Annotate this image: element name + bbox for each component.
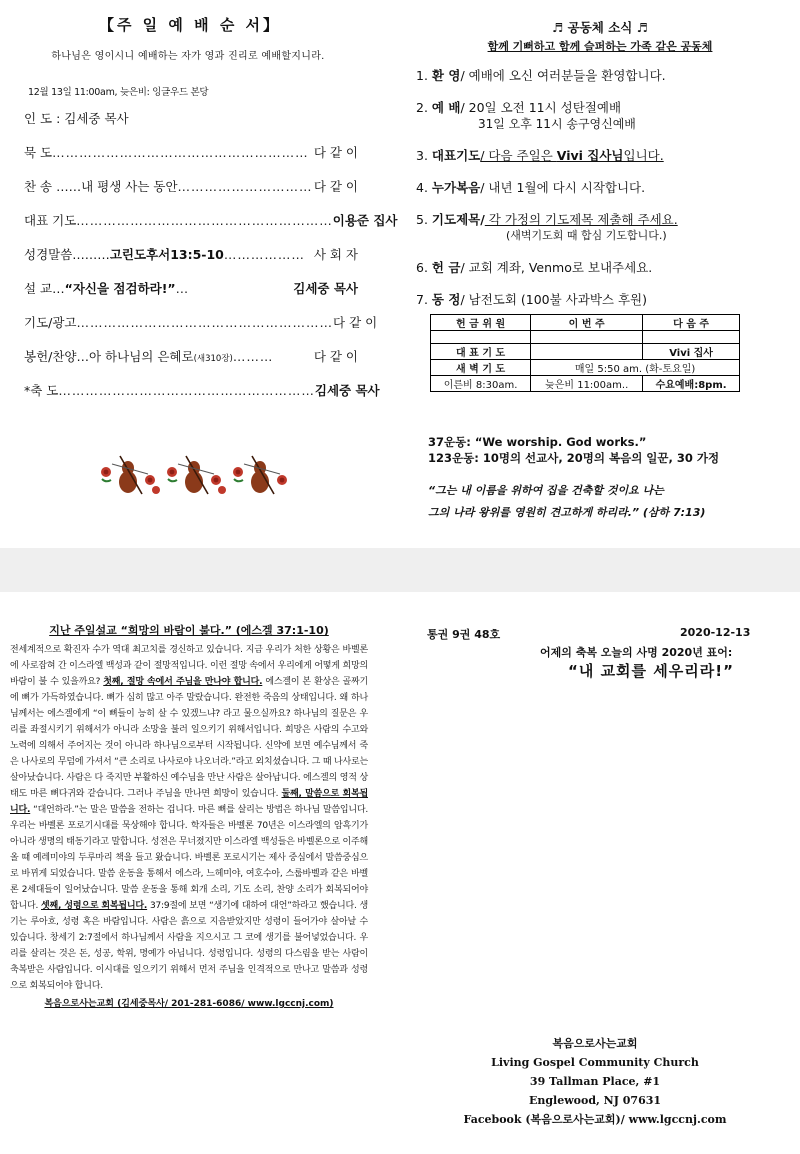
news-item-number: 6. bbox=[416, 260, 428, 275]
order-label: 인 도 : 김세중 목사 bbox=[24, 111, 129, 126]
church-address-line1: 39 Tallman Place, #1 bbox=[529, 1075, 661, 1088]
order-performer: 사 회 자 bbox=[313, 247, 358, 262]
news-item bbox=[416, 180, 790, 196]
order-row-hymn bbox=[18, 170, 358, 204]
order-row-silent-prayer bbox=[18, 136, 358, 170]
sermon-point: 셋째, 성령으로 회복됩니다. bbox=[41, 901, 148, 911]
volume-number: 통권 9권 48호 bbox=[427, 628, 501, 641]
dot-leader: ………………………………………………… bbox=[76, 213, 333, 228]
church-name-english: Living Gospel Community Church bbox=[491, 1056, 699, 1069]
news-item-text: / 20일 오전 11시 성탄절예배 bbox=[460, 100, 622, 115]
sermon-text: 전세계적으로 확진자 수가 역대 최고치를 경신하고 있습니다. 지금 우리가 처한 상황은 바벨론에 사로잡혀 간 이스라엘 백성과 같이 절망적입니다. 이런 절망 속에서 우리에게 어떻게 희망의 바람이 불 수 있을까요? bbox=[10, 645, 368, 687]
order-label: 설 교… bbox=[24, 281, 65, 296]
quote-line: 그의 나라 왕위를 영원히 견고하게 하리라.” (삼하 7:13) bbox=[428, 506, 706, 519]
bulletin-date: 2020-12-13 bbox=[680, 626, 751, 639]
news-item-key: 헌 금 bbox=[431, 260, 461, 275]
duty-cell bbox=[531, 344, 643, 360]
news-item-number: 2. bbox=[416, 100, 428, 115]
order-row-leader bbox=[18, 102, 358, 136]
news-title: ♬ 공동체 소식 ♬ bbox=[552, 20, 648, 35]
duty-row bbox=[431, 360, 740, 376]
news-item-subline: 31일 오후 11시 송구영신예배 bbox=[478, 117, 636, 131]
sermon-footer: 복음으로사는교회 (김세중목사/ 201-281-6086/ www.lgccnj.com) bbox=[44, 999, 334, 1009]
dot-leader: ………………………………………………… bbox=[58, 383, 315, 398]
news-item-number: 4. bbox=[416, 180, 428, 195]
news-item-number: 5. bbox=[416, 212, 428, 227]
order-performer: 김세중 목사 bbox=[293, 281, 358, 296]
violin-roses-decoration bbox=[98, 452, 298, 498]
news-item-text: / 다음 주일은 bbox=[480, 148, 557, 163]
duty-cell: 매일 5:50 am. (화-토요일) bbox=[531, 360, 740, 376]
order-performer: 김세중 목사 bbox=[314, 383, 380, 398]
order-row-scripture bbox=[18, 238, 358, 272]
sermon-summary bbox=[10, 622, 368, 1009]
worship-order bbox=[18, 14, 398, 408]
news-item-number: 7. bbox=[416, 292, 428, 307]
church-address-line2: Englewood, NJ 07631 bbox=[528, 1094, 662, 1107]
bulletin-inner-page bbox=[0, 0, 800, 548]
duty-cell bbox=[643, 331, 740, 344]
sermon-text: 37:9절에 보면 “생기에 대하여 대언”하라고 했습니다. 생기는 루아흐, 성령 혹은 바람입니다. 사람은 흙으로 지음받았지만 성령이 들어가야 살아날 수 있습니다. 창세기 2:7절에서 하나님께서 사람을 지으시고 그 코에 생기를 불어넣었습니다. 우리를 살리는 것은 돈, 성공, 학위, 명예가 아닙니다. 성령입니다. 성령의 다스림을 받는 사람이 축복받은 사람입니다. 이시대를 일으키기 위해서 먼저 주님을 인격적으로 만나고 말씀과 성령으로 회복되어야 합니다. bbox=[10, 901, 368, 991]
violin-rose-icon bbox=[101, 456, 160, 494]
news-item-key: 동 정 bbox=[431, 292, 461, 307]
church-facebook-link[interactable]: Facebook (복음으로사는교회)/ www.lgccnj.com bbox=[463, 1113, 727, 1126]
violin-rose-icon bbox=[167, 456, 226, 494]
news-item-text-end: 입니다. bbox=[623, 148, 664, 163]
motto-intro: 어제의 축복 오늘의 사명 2020년 표어: bbox=[540, 646, 733, 659]
sermon-point: 첫째, 절망 속에서 주님을 만나야 합니다. bbox=[103, 677, 263, 687]
hymn-number: (새310장) bbox=[193, 354, 233, 364]
year-motto: “내 교회를 세우리라!” bbox=[568, 662, 734, 680]
dot-leader: ………………………………………………… bbox=[52, 145, 309, 160]
duty-cell: 이른비 8:30am. bbox=[431, 376, 531, 392]
news-item bbox=[416, 68, 790, 84]
sermon-text: “대언하라.”는 말은 말씀을 전하는 겁니다. 마른 뼈를 살리는 방법은 하나님 말씀입니다. 우리는 바벨론 포로기시대를 묵상해야 합니다. 학자들은 바벨론 70년은 이스라엘의 암흑기가 아니라 생명의 태동기라고 말합니다. 성전은 무너졌지만 이스라엘 백성들은 바벨론으로 이주해 올 때 예레미야의 두루마리 책을 들고 왔습니다. 바벨론 포로시기는 제사 중심에서 말씀중심으로 바뀌게 되었습니다. 말씀 운동을 통해서 에스라, 느헤미야, 여호수아, 스룹바벨과 같은 바벨론 2세대들이 일어났습니다. 말씀 운동을 통해 회개 소리, 기도 소리, 찬양 소리가 회복되어야 합니다. bbox=[10, 805, 368, 911]
duty-header-row bbox=[431, 315, 740, 331]
dot-leader: ………………………………………………… bbox=[76, 315, 334, 330]
sermon-point: 둘째, 말씀으로 회복됩니다. bbox=[10, 789, 368, 815]
news-item-text: / 남전도회 (100불 사과박스 후원) bbox=[460, 292, 647, 307]
duty-cell: 늦은비 11:00am.. bbox=[531, 376, 643, 392]
dot-leader: … bbox=[175, 281, 190, 296]
worship-order-title: 【주 일 예 배 순 서】 bbox=[98, 16, 282, 34]
scripture-quote bbox=[428, 480, 788, 524]
duty-cell: 대 표 기 도 bbox=[431, 344, 531, 360]
order-performer: 이용준 집사 bbox=[332, 213, 398, 228]
order-label: 기도/광고 bbox=[24, 315, 77, 330]
news-item-key: 기도제목/ bbox=[431, 212, 485, 227]
movement-37: 37운동: “We worship. God works.” bbox=[428, 435, 647, 449]
duty-header-cell: 헌 금 위 원 bbox=[431, 315, 531, 331]
movement-123: 123운동: 10명의 선교사, 20명의 복음의 일꾼, 30 가정 bbox=[428, 451, 720, 465]
news-item-subline: (새벽기도회 때 합심 기도합니다.) bbox=[506, 229, 667, 242]
news-item-key: 누가복음 bbox=[431, 180, 481, 195]
news-item-text: / 교회 계좌, Venmo로 보내주세요. bbox=[460, 260, 653, 275]
order-label: 찬 송 ……내 평생 사는 동안 bbox=[24, 179, 178, 194]
duty-header-cell: 이 번 주 bbox=[531, 315, 643, 331]
news-item-text: / 예배에 오신 여러분들을 환영합니다. bbox=[460, 68, 666, 83]
news-item bbox=[416, 212, 790, 244]
sermon-text: 에스겔이 본 환상은 골짜기에 뼈가 가득하였습니다. 뼈가 심히 많고 아주 말랐습니다. 완전한 죽음의 상태입니다. 왜 하나님께서는 에스겔에게 “이 뼈들이 능히 살 수 있겠느냐? 라고 물으실까요? 하나님의 질문은 우리를 좌절시키기 위해서가 아니라 소망을 불러 일으키기 위해서입니다. 희망은 사람의 수고와 노력에 의해서 주어지는 것이 아니라 하나님으로부터 시작됩니다. 신약에 보면 예수님께서 죽은 나사로의 무덤에 가셔서 “큰 소리로 나사로야 나오너라.”라고 외치셨습니다. 그 때 나사로는 살아났습니다. 사람은 다 죽지만 부활하신 예수님을 만난 사람은 살아납니다. 에스겔의 영적 상태도 마른 뼈다귀와 같습니다. 그러나 주님을 만나면 희망이 있습니다. bbox=[10, 677, 369, 799]
quote-line: “그는 내 이름을 위하여 집을 건축할 것이요 나는 bbox=[428, 484, 664, 497]
news-item-number: 3. bbox=[416, 148, 428, 163]
duty-cell: Vivi 집사 bbox=[643, 344, 740, 360]
news-item bbox=[416, 260, 790, 276]
duty-cell: 수요예배:8pm. bbox=[643, 376, 740, 392]
order-row-benediction bbox=[18, 374, 380, 408]
news-item bbox=[416, 148, 790, 164]
dot-leader: ………………………… bbox=[177, 179, 313, 194]
order-row-sermon bbox=[18, 272, 358, 306]
order-row-offering bbox=[18, 340, 358, 374]
order-performer: 다 같 이 bbox=[313, 179, 358, 194]
news-item-number: 1. bbox=[416, 68, 428, 83]
duty-cell bbox=[531, 331, 643, 344]
worship-verse: 하나님은 영이시니 예배하는 자가 영과 진리로 예배할지니라. bbox=[51, 51, 325, 62]
church-info bbox=[450, 1034, 740, 1129]
order-performer: 다 같 이 bbox=[313, 145, 358, 160]
church-name-korean: 복음으로사는교회 bbox=[552, 1037, 638, 1050]
movement-block bbox=[428, 434, 788, 466]
duty-header-cell: 다 음 주 bbox=[643, 315, 740, 331]
news-item-key: 예 배 bbox=[431, 100, 461, 115]
news-subtitle: 함께 기뻐하고 함께 슬퍼하는 가족 같은 공동체 bbox=[487, 40, 713, 53]
news-item-highlight: Vivi 집사님 bbox=[556, 148, 624, 163]
bulletin-cover-page bbox=[0, 592, 800, 1154]
duty-row bbox=[431, 331, 740, 344]
order-row-announcements bbox=[18, 306, 378, 340]
dot-leader: ……… bbox=[232, 349, 274, 364]
order-label: *축 도 bbox=[24, 383, 59, 398]
news-item-key: 환 영 bbox=[431, 68, 461, 83]
duty-row bbox=[431, 344, 740, 360]
order-label: 대표 기도 bbox=[24, 213, 77, 228]
order-label: 묵 도 bbox=[24, 145, 53, 160]
news-item-key: 대표기도 bbox=[431, 148, 481, 163]
duty-cell: 새 벽 기 도 bbox=[431, 360, 531, 376]
dot-leader: ……………… bbox=[223, 247, 305, 262]
news-list bbox=[410, 68, 790, 308]
order-label: 성경말씀……… bbox=[24, 247, 110, 262]
sermon-title-ref: “자신을 점검하라!” bbox=[64, 281, 176, 296]
sermon-body bbox=[10, 642, 368, 994]
duty-cell bbox=[431, 331, 531, 344]
violin-rose-icon bbox=[233, 456, 287, 494]
news-item bbox=[416, 100, 790, 132]
worship-date-line: 12월 13일 11:00am, 늦은비: 잉글우드 본당 bbox=[28, 87, 209, 98]
page-divider bbox=[0, 548, 800, 592]
duty-table bbox=[430, 314, 740, 392]
news-item bbox=[416, 292, 790, 308]
order-performer: 다 같 이 bbox=[333, 315, 378, 330]
scripture-reference: 고린도후서13:5-10 bbox=[109, 247, 224, 262]
duty-row bbox=[431, 376, 740, 392]
news-item-text: / 내년 1월에 다시 시작합니다. bbox=[480, 180, 646, 195]
sermon-title: 지난 주일설교 “희망의 바람이 불다.” (에스겔 37:1-10) bbox=[49, 624, 329, 637]
news-item-text: 각 가정의 기도제목 제출해 주세요. bbox=[484, 212, 678, 227]
order-performer: 다 같 이 bbox=[313, 349, 358, 364]
order-row-representative-prayer bbox=[18, 204, 398, 238]
community-news bbox=[410, 18, 790, 324]
order-label: 봉헌/찬양…아 하나님의 은혜로 bbox=[24, 349, 194, 364]
